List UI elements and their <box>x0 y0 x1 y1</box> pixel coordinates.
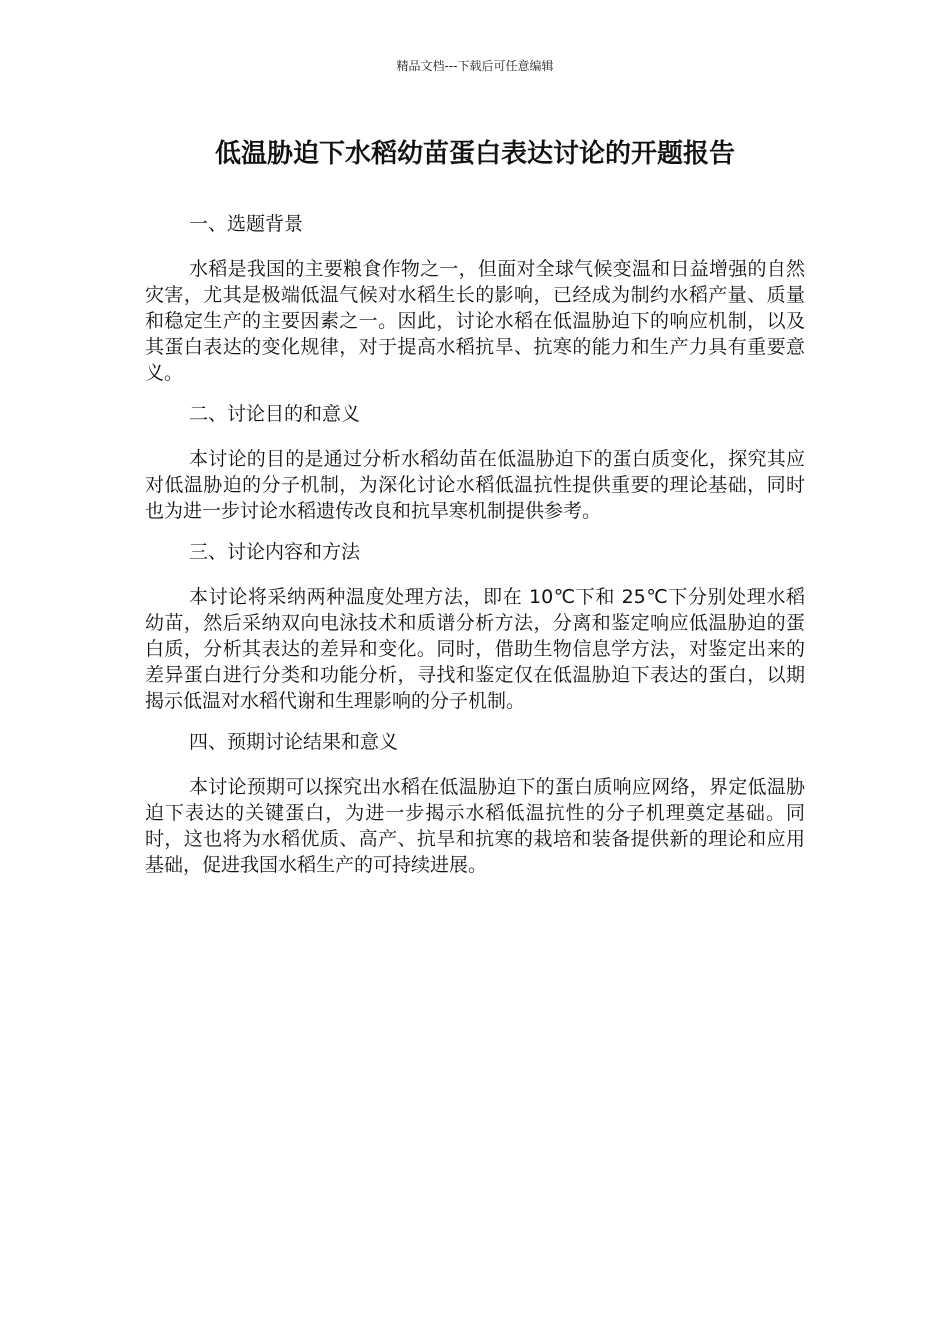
section-heading-background: 一、选题背景 <box>189 213 304 235</box>
section-paragraph-methods: 本讨论将采纳两种温度处理方法，即在 10℃下和 25℃下分别处理水稻幼苗，然后采纳双向电泳技术和质谱分析方法，分离和鉴定响应低温胁迫的蛋白质，分析其表达的差异和变化。同时，借助生物信息学方法，对鉴定出来的差异蛋白进行分类和功能分析，寻找和鉴定仅在低温胁迫下表达的蛋白，以期揭示低温对水稻代谢和生理影响的分子机制。 <box>145 586 805 712</box>
section-heading-methods: 三、讨论内容和方法 <box>189 541 361 563</box>
header-note: 精品文档---下载后可任意编辑 <box>396 59 554 73</box>
section-paragraph-purpose: 本讨论的目的是通过分析水稻幼苗在低温胁迫下的蛋白质变化，探究其应对低温胁迫的分子机制，为深化讨论水稻低温抗性提供重要的理论基础，同时也为进一步讨论水稻遗传改良和抗旱寒机制提供参考。 <box>145 448 805 522</box>
section-heading-purpose: 二、讨论目的和意义 <box>189 403 361 425</box>
section-paragraph-background: 水稻是我国的主要粮食作物之一，但面对全球气候变温和日益增强的自然灾害，尤其是极端低温气候对水稻生长的影响，已经成为制约水稻产量、质量和稳定生产的主要因素之一。因此，讨论水稻在低温胁迫下的响应机制，以及其蛋白表达的变化规律，对于提高水稻抗旱、抗寒的能力和生产力具有重要意义。 <box>145 258 805 384</box>
document-body <box>145 210 805 892</box>
section-paragraph-expected-results: 本讨论预期可以探究出水稻在低温胁迫下的蛋白质响应网络，界定低温胁迫下表达的关键蛋白，为进一步揭示水稻低温抗性的分子机理奠定基础。同时，这也将为水稻优质、高产、抗旱和抗寒的栽培和装备提供新的理论和应用基础，促进我国水稻生产的可持续进展。 <box>145 776 805 876</box>
document-title: 低温胁迫下水稻幼苗蛋白表达讨论的开题报告 <box>214 139 735 169</box>
section-heading-expected-results: 四、预期讨论结果和意义 <box>189 731 399 753</box>
